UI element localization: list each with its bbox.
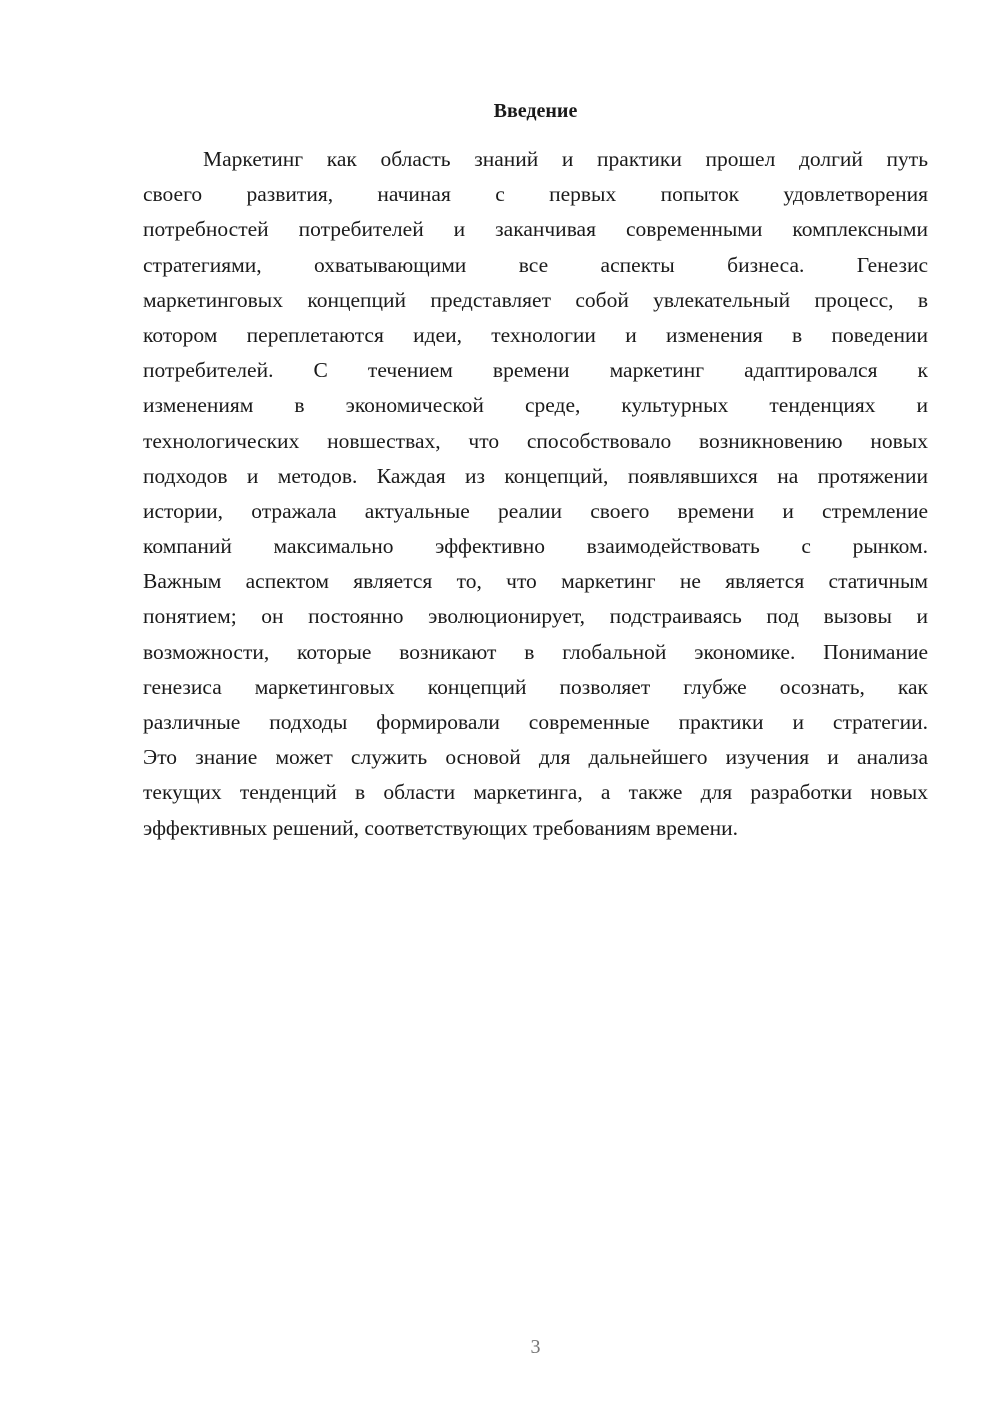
paragraph-line: Маркетинг как область знаний и практики прошел долгий путь <box>203 147 928 171</box>
paragraph-line: изменениям в экономической среде, культурных тенденциях и <box>143 393 928 418</box>
paragraph-line: истории, отражала актуальные реалии своего времени и стремление <box>143 498 928 523</box>
paragraph-line: различные подходы формировали современные практики и стратегии. <box>143 710 928 734</box>
page-number: 3 <box>530 1336 541 1358</box>
introduction-paragraph <box>143 142 928 846</box>
paragraph-line: потребителей. С течением времени маркетинг адаптировался к <box>143 358 928 383</box>
paragraph-line: генезиса маркетинговых концепций позволяет глубже осознать, как <box>143 674 928 699</box>
paragraph-line: Важным аспектом является то, что маркетинг не является статичным <box>143 569 928 594</box>
paragraph-line: потребностей потребителей и заканчивая современными комплексными <box>143 217 928 242</box>
paragraph-line: котором переплетаются идеи, технологии и изменения в поведении <box>143 322 928 347</box>
paragraph-line: возможности, которые возникают в глобальной экономике. Понимание <box>143 639 928 664</box>
paragraph-line: компаний максимально эффективно взаимодействовать с рынком. <box>143 534 928 559</box>
section-title: Введение <box>493 100 578 122</box>
paragraph-line: маркетинговых концепций представляет собой увлекательный процесс, в <box>143 287 928 312</box>
paragraph-line: понятием; он постоянно эволюционирует, подстраиваясь под вызовы и <box>143 604 928 629</box>
paragraph-line: технологических новшествах, что способствовало возникновению новых <box>143 428 928 453</box>
paragraph-line: стратегиями, охватывающими все аспекты бизнеса. Генезис <box>143 252 928 277</box>
paragraph-line: текущих тенденций в области маркетинга, а также для разработки новых <box>143 780 928 805</box>
paragraph-line: эффективных решений, соответствующих требованиям времени. <box>143 815 738 840</box>
paragraph-line: своего развития, начиная с первых попыток удовлетворения <box>143 182 928 207</box>
paragraph-line: подходов и методов. Каждая из концепций, появлявшихся на протяжении <box>143 463 928 488</box>
paragraph-line: Это знание может служить основой для дальнейшего изучения и анализа <box>143 745 928 770</box>
